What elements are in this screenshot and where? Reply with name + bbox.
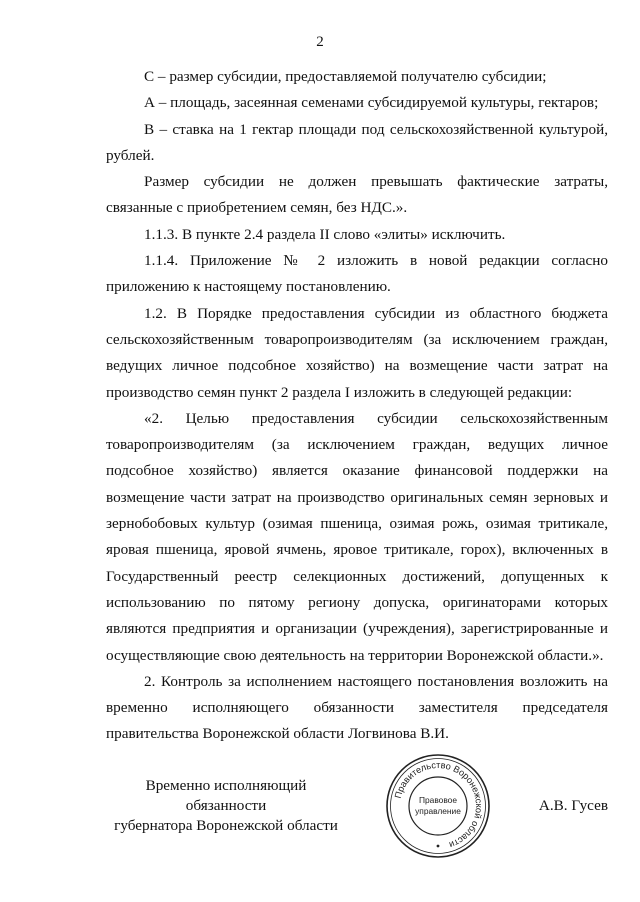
- stamp-outer-text: Правительство Воронежской области: [392, 759, 485, 851]
- paragraph-a-definition: А – площадь, засеянная семенами субсидируемой культуры, гектаров;: [144, 94, 599, 112]
- paragraph-subsidy-limit: Размер субсидии не должен превышать фактические затраты, связанные с приобретением семян, без НДС.».: [106, 173, 608, 217]
- paragraph-2-control: 2. Контроль за исполнением настоящего постановления возложить на временно исполняющего обязанности заместителя председателя правительства Воронежской области Логвинова В.И.: [106, 672, 608, 743]
- stamp-inner-line1: Правовое: [418, 795, 458, 805]
- signatory-name: А.В. Гусев: [538, 797, 608, 814]
- paragraph-1-1-4: 1.1.4. Приложение № 2 изложить в новой редакции согласно приложению к настоящему постановлению.: [106, 252, 608, 296]
- stamp-dot: [437, 845, 440, 848]
- page-number: 2: [316, 34, 324, 50]
- document-body: [106, 64, 608, 748]
- official-stamp: [384, 752, 492, 860]
- stamp-inner-line2: управление: [415, 806, 461, 816]
- signatory-role-line2: губернатора Воронежской области: [114, 817, 338, 834]
- paragraph-quoted-item-2: «2. Целью предоставления субсидии сельскохозяйственным товаропроизводителям (за исключением граждан, ведущих личное подсобное хозяйство) является оказание финансовой поддержки на возмещение части затрат на производство оригинальных семян зерновых и зернобобовых культур (озимая пшеница, озимая рожь, озимая тритикале, яровая пшеница, яровой ячмень, яровое тритикале, горох), включенных в Государственный реестр селекционных достижений, допущенных к использованию по пятому региону допуска, оригинаторами которых являются предприятия и организации (учреждения), зарегистрированные и осуществляющие свою деятельность на территории Воронежской области.».: [106, 409, 608, 664]
- paragraph-1-2: 1.2. В Порядке предоставления субсидии из областного бюджета сельскохозяйственным товаропроизводителям (за исключением граждан, ведущих личное подсобное хозяйство) на возмещение части затрат на производство семян пункт 2 раздела I изложить в следующей редакции:: [106, 304, 608, 401]
- paragraph-1-1-3: 1.1.3. В пункте 2.4 раздела II слово «элиты» исключить.: [144, 225, 506, 243]
- signatory-role: [106, 776, 346, 836]
- signatory-role-line1: Временно исполняющий обязанности: [145, 777, 307, 814]
- paragraph-c-definition: С – размер субсидии, предоставляемой получателю субсидии;: [144, 68, 547, 85]
- paragraph-b-definition: В – ставка на 1 гектар площади под сельскохозяйственной культурой, рублей.: [106, 120, 608, 164]
